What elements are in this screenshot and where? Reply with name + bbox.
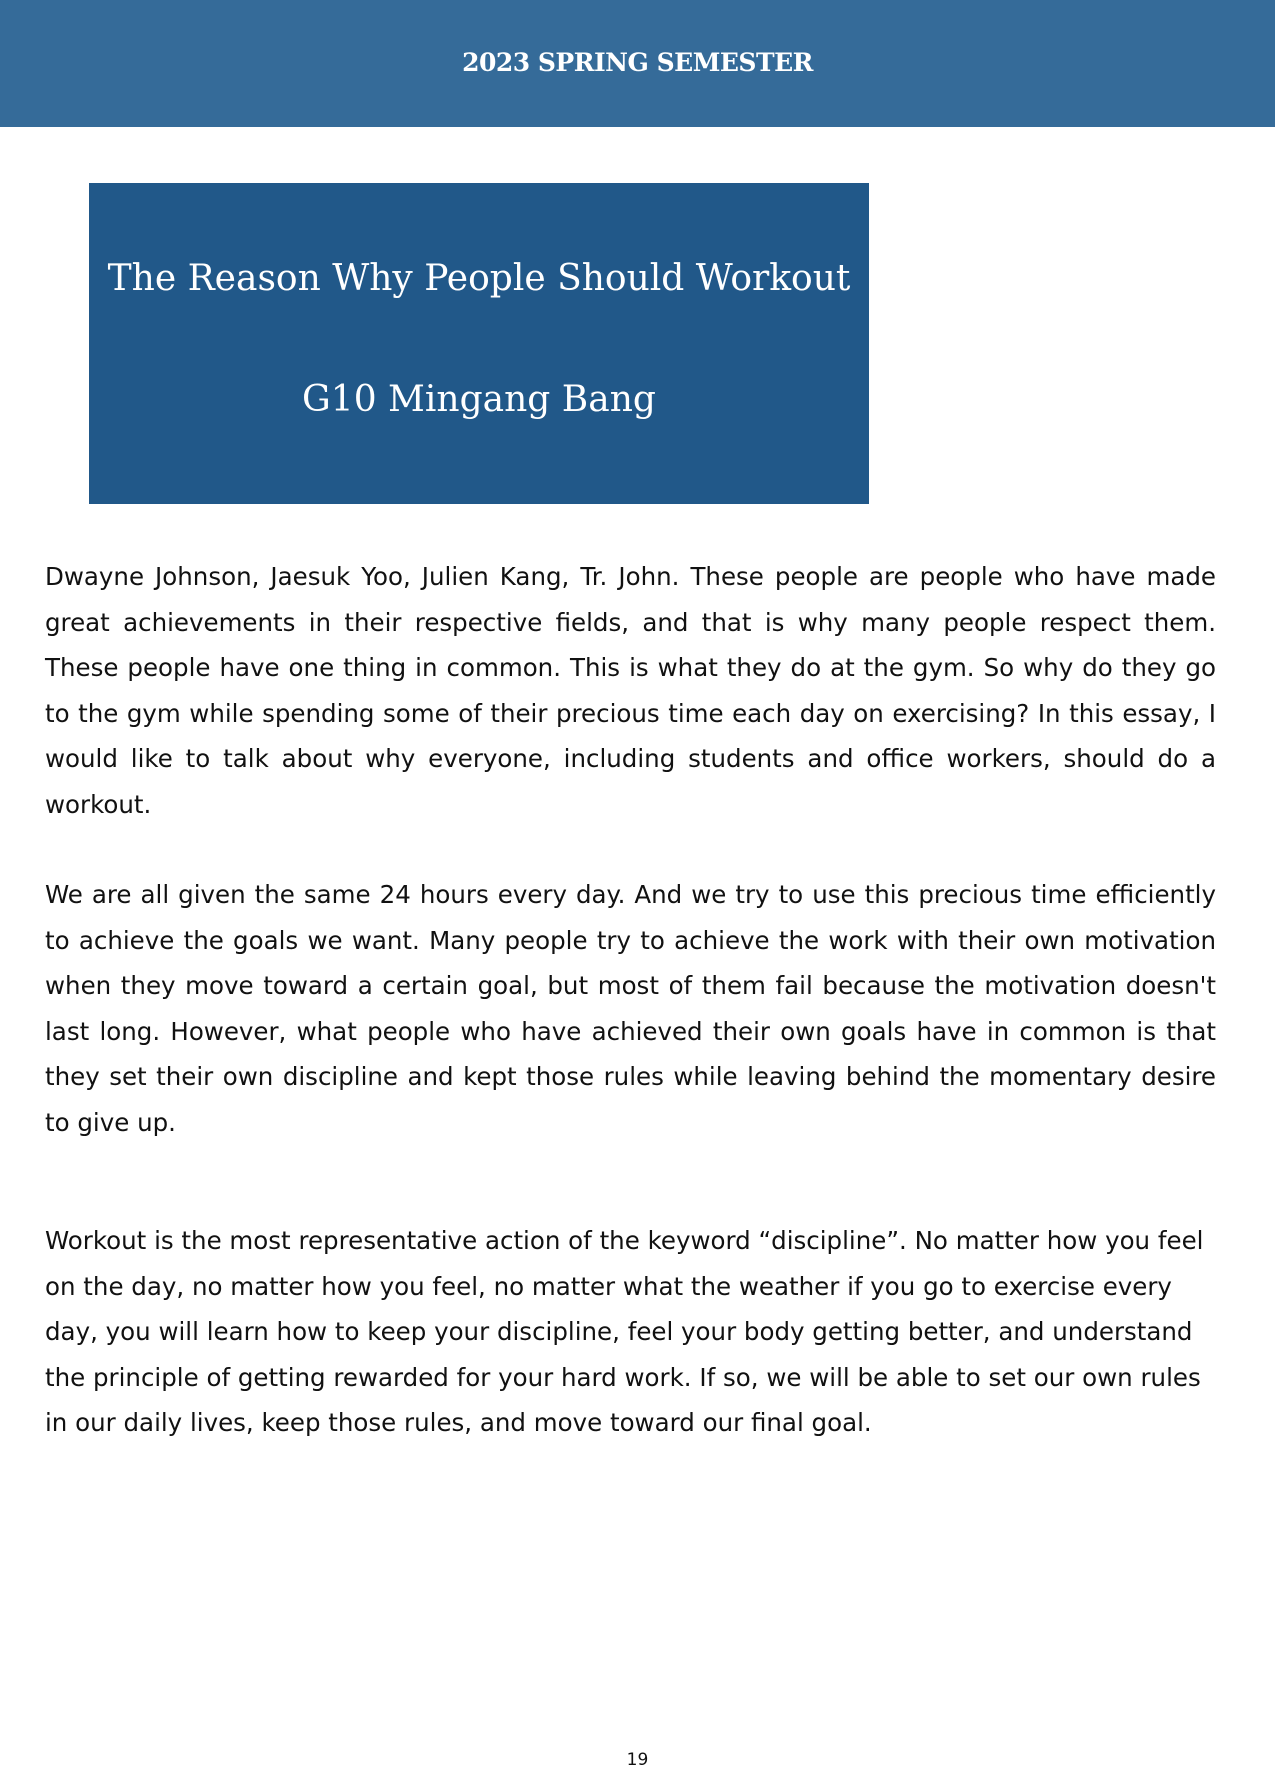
- page-number: 19: [626, 1750, 649, 1770]
- body-paragraph-2: We are all given the same 24 hours every day. And we try to use this precious time efficiently to achieve the goals we want. Many people try to achieve the work with their own motivation when they move toward a certain goal, but most of them fail because the motivation doesn't last long. However, what people who have achieved their own goals have in common is that they set their own discipline and kept those rules while leaving behind the momentary desire to give up.: [45, 880, 1216, 1137]
- body-paragraph-1: Dwayne Johnson, Jaesuk Yoo, Julien Kang, Tr. John. These people are people who have made great achievements in their respective fields, and that is why many people respect them. These people have one thing in common. This is what they do at the gym. So why do they go to the gym while spending some of their precious time each day on exercising? In this essay, I would like to talk about why everyone, including students and office workers, should do a workout.: [45, 562, 1216, 819]
- body-paragraph-3: Workout is the most representative action of the keyword “discipline”. No matter how you feel on the day, no matter how you feel, no matter what the weather if you go to exercise every day, you will learn how to keep your discipline, feel your body getting better, and understand the principle of getting rewarded for your hard work. If so, we will be able to set our own rules in our daily lives, keep those rules, and move toward our final goal.: [45, 1226, 1204, 1437]
- essay-author: G10 Mingang Bang: [302, 379, 656, 420]
- title-card: [89, 183, 869, 504]
- semester-label: 2023 SPRING SEMESTER: [462, 48, 813, 77]
- essay-body: [45, 554, 1216, 1446]
- essay-title: The Reason Why People Should Workout: [107, 258, 851, 299]
- header-banner: [0, 0, 1275, 127]
